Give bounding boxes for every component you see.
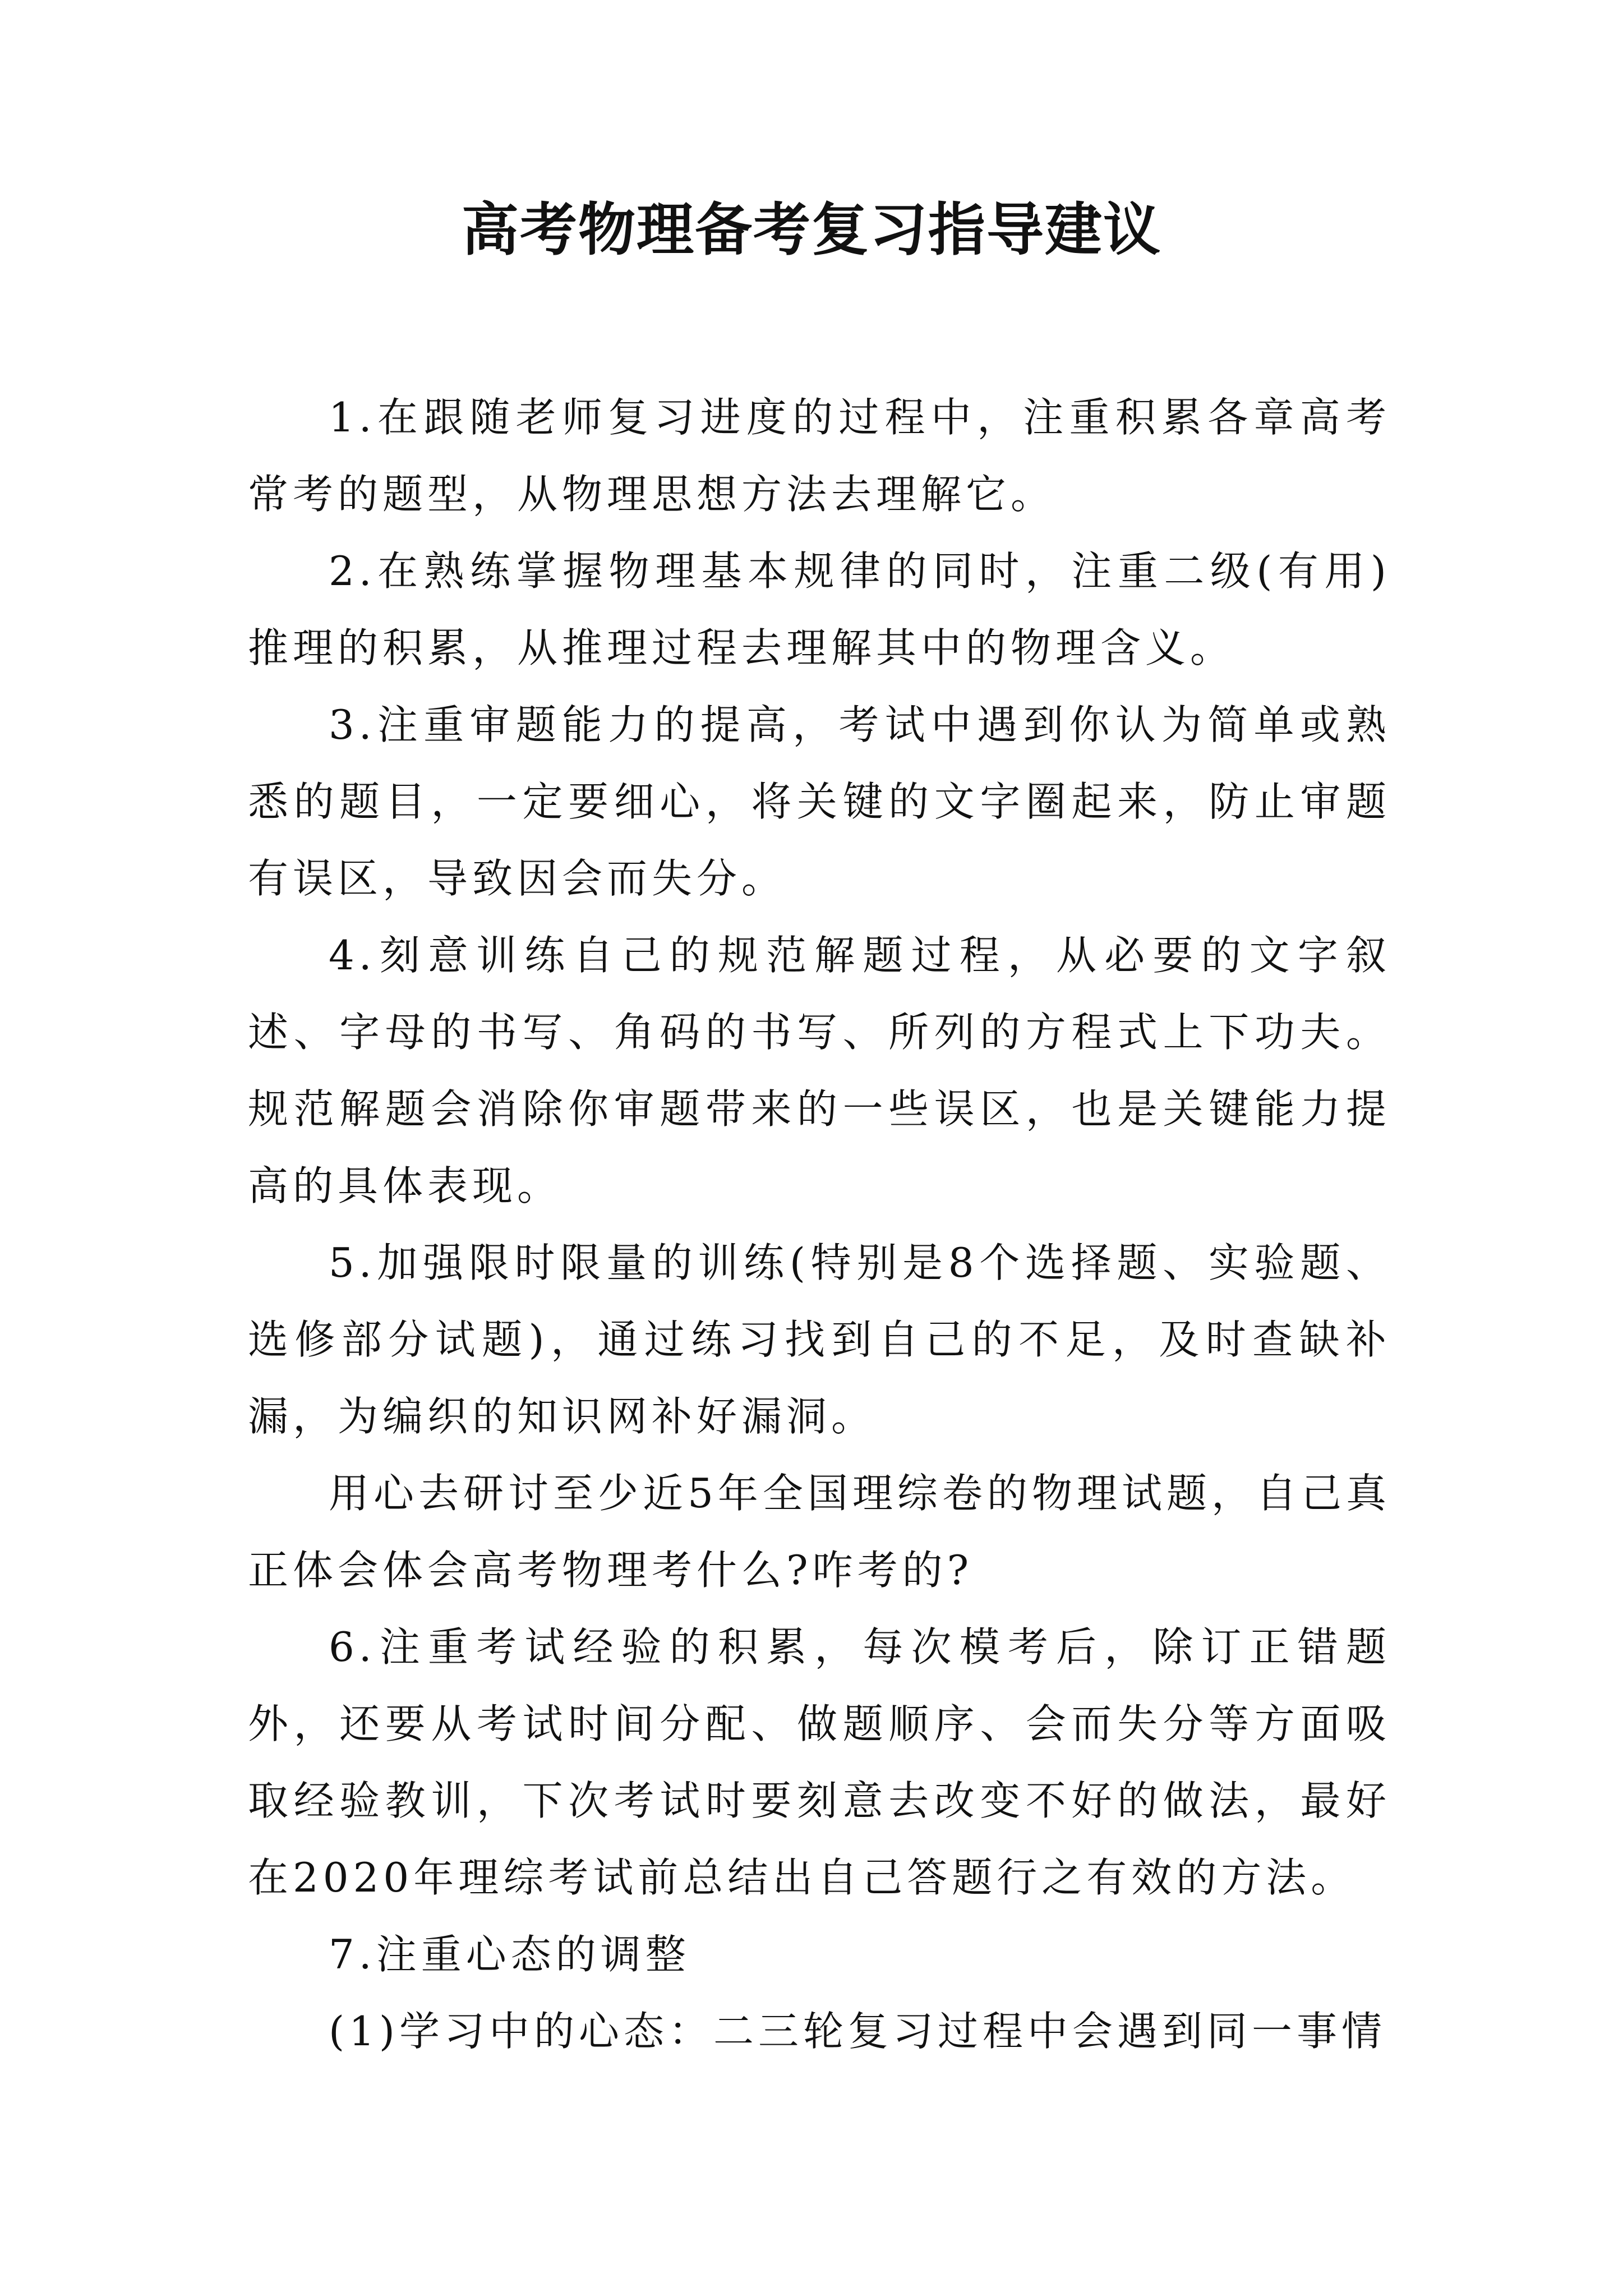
paragraph-tip-7-heading: 7.注重心态的调整 — [329, 1931, 690, 1978]
paragraph-tip-4: 4.刻意训练自己的规范解题过程，从必要的文字叙述、字母的书写、角码的书写、所列的方程式上下功夫。规范解题会消除你审题带来的一些误区，也是关键能力提高的具体表现。 — [248, 932, 1391, 1209]
paragraph-tip-6: 6.注重考试经验的积累，每次模考后，除订正错题外，还要从考试时间分配、做题顺序、会而失分等方面吸取经验教训，下次考试时要刻意去改变不好的做法，最好在2020年理综考试前总结出自己答题行之有效的方法。 — [248, 1623, 1391, 1901]
document-title: 高考物理备考复习指导建议 — [462, 196, 1161, 264]
paragraph-tip-2: 2.在熟练掌握物理基本规律的同时，注重二级(有用)推理的积累，从推理过程去理解其中的物理含义。 — [248, 547, 1391, 671]
paragraph-tip-7-1: (1)学习中的心态：二三轮复习过程中会遇到同一事情 — [329, 2008, 1386, 2055]
paragraph-tip-1: 1.在跟随老师复习进度的过程中，注重积累各章高考常考的题型，从物理思想方法去理解它。 — [248, 394, 1391, 518]
paragraph-tip-5: 5.加强限时限量的训练(特别是8个选择题、实验题、选修部分试题)，通过练习找到自己的不足，及时查缺补漏，为编织的知识网补好漏洞。 — [248, 1239, 1391, 1440]
paragraph-tip-3: 3.注重审题能力的提高，考试中遇到你认为简单或熟悉的题目，一定要细心，将关键的文字圈起来，防止审题有误区，导致因会而失分。 — [248, 701, 1391, 902]
document-body — [248, 379, 1391, 2070]
paragraph-past-papers: 用心去研讨至少近5年全国理综卷的物理试题，自己真正体会体会高考物理考什么?咋考的? — [248, 1470, 1391, 1594]
